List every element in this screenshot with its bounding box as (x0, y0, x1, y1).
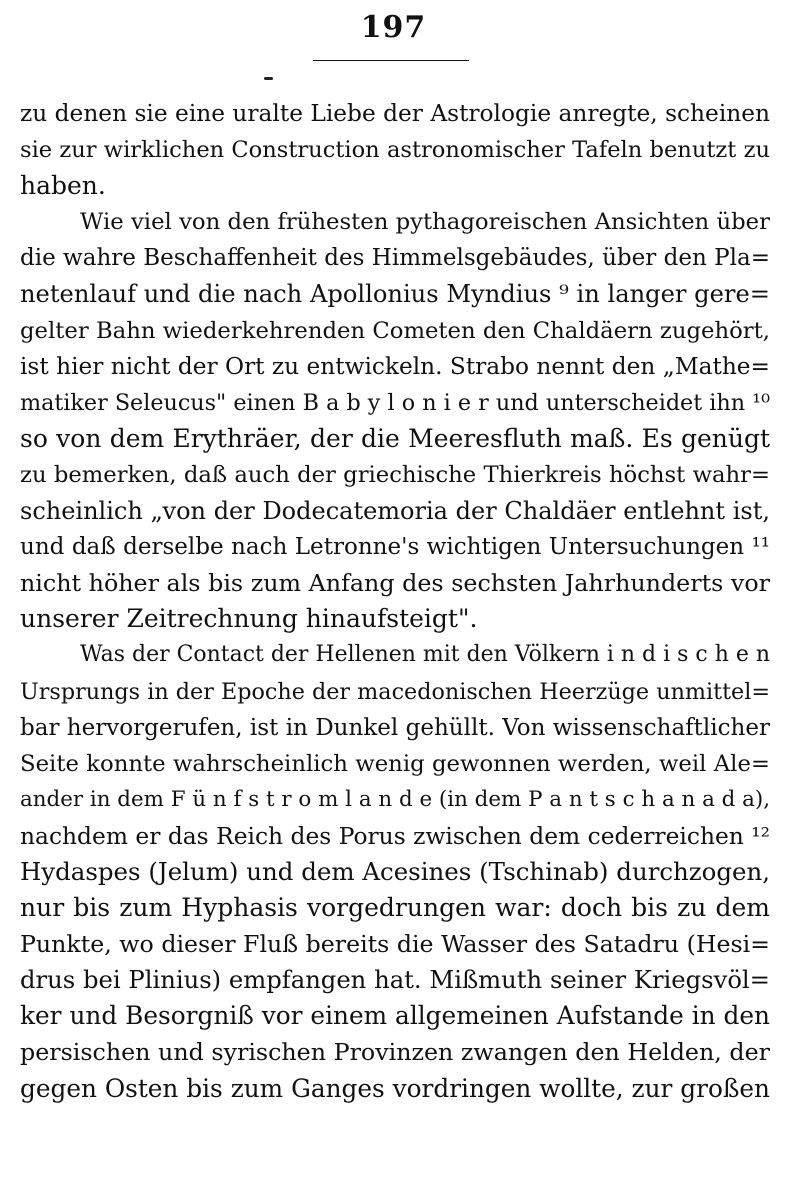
text-line: netenlauf und die nach Apollonius Myndius ⁹ in langer gere= (20, 280, 770, 309)
text-line: persischen und syrischen Provinzen zwangen den Helden, der (20, 1038, 770, 1067)
text-line: gelter Bahn wiederkehrenden Cometen den Chaldäern zugehört, (20, 317, 770, 344)
text-line: haben. (20, 171, 106, 201)
body-text (20, 96, 770, 1107)
text-line: scheinlich „von der Dodecatemoria der Chaldäer entlehnt ist, (20, 497, 770, 526)
text-line: nur bis zum Hyphasis vorgedrungen war: doch bis zu dem (20, 893, 770, 923)
text-line: Wie viel von den frühesten pythagoreischen Ansichten über (80, 209, 770, 236)
text-line: ander in dem F ü n f s t r o m l a n d e (in dem P a n t s c h a n a d a), (20, 786, 770, 812)
ink-speck (264, 77, 273, 80)
text-line: drus bei Plinius) empfangen hat. Mißmuth seiner Kriegsvöl= (20, 965, 770, 995)
page-number: 197 (360, 10, 427, 45)
text-line: gegen Osten bis zum Ganges vordringen wollte, zur großen (20, 1073, 770, 1103)
text-line: ker und Besorgniß vor einem allgemeinen Aufstande in den (20, 1001, 770, 1031)
text-line: sie zur wirklichen Construction astronomischer Tafeln benutzt zu (20, 137, 770, 164)
text-line: zu bemerken, daß auch der griechische Thierkreis höchst wahr= (20, 461, 770, 488)
text-line: und daß derselbe nach Letronne's wichtigen Untersuchungen ¹¹ (20, 534, 770, 561)
text-line: so von dem Erythräer, der die Meeresfluth maß. Es genügt (20, 423, 770, 453)
text-line: unserer Zeitrechnung hinaufsteigt". (20, 604, 478, 634)
text-line: Seite konnte wahrscheinlich wenig gewonnen werden, weil Ale= (20, 750, 770, 777)
text-line: ist hier nicht der Ort zu entwickeln. Strabo nennt den „Mathe= (20, 352, 770, 380)
text-line: Hydaspes (Jelum) und dem Acesines (Tschinab) durchzogen, (20, 856, 770, 886)
text-line: nachdem er das Reich des Porus zwischen dem cederreichen ¹² (20, 821, 770, 850)
text-line: zu denen sie eine uralte Liebe der Astrologie anregte, scheinen (20, 100, 770, 127)
header-rule (313, 60, 469, 61)
text-line: bar hervorgerufen, ist in Dunkel gehüllt. Von wissenschaftlicher (20, 714, 770, 741)
text-line: Punkte, wo dieser Fluß bereits die Wasser des Satadru (Hesi= (20, 930, 770, 959)
text-line: Ursprungs in der Epoche der macedonischen Heerzüge unmittel= (20, 678, 770, 705)
text-line: Was der Contact der Hellenen mit den Völkern i n d i s c h e n (80, 642, 770, 668)
text-line: nicht höher als bis zum Anfang des sechsten Jahrhunderts vor (20, 569, 770, 598)
text-line: die wahre Beschaffenheit des Himmelsgebäudes, über den Pla= (20, 245, 770, 272)
text-line: matiker Seleucus" einen B a b y l o n i e r und unterscheidet ihn ¹⁰ (20, 389, 770, 416)
